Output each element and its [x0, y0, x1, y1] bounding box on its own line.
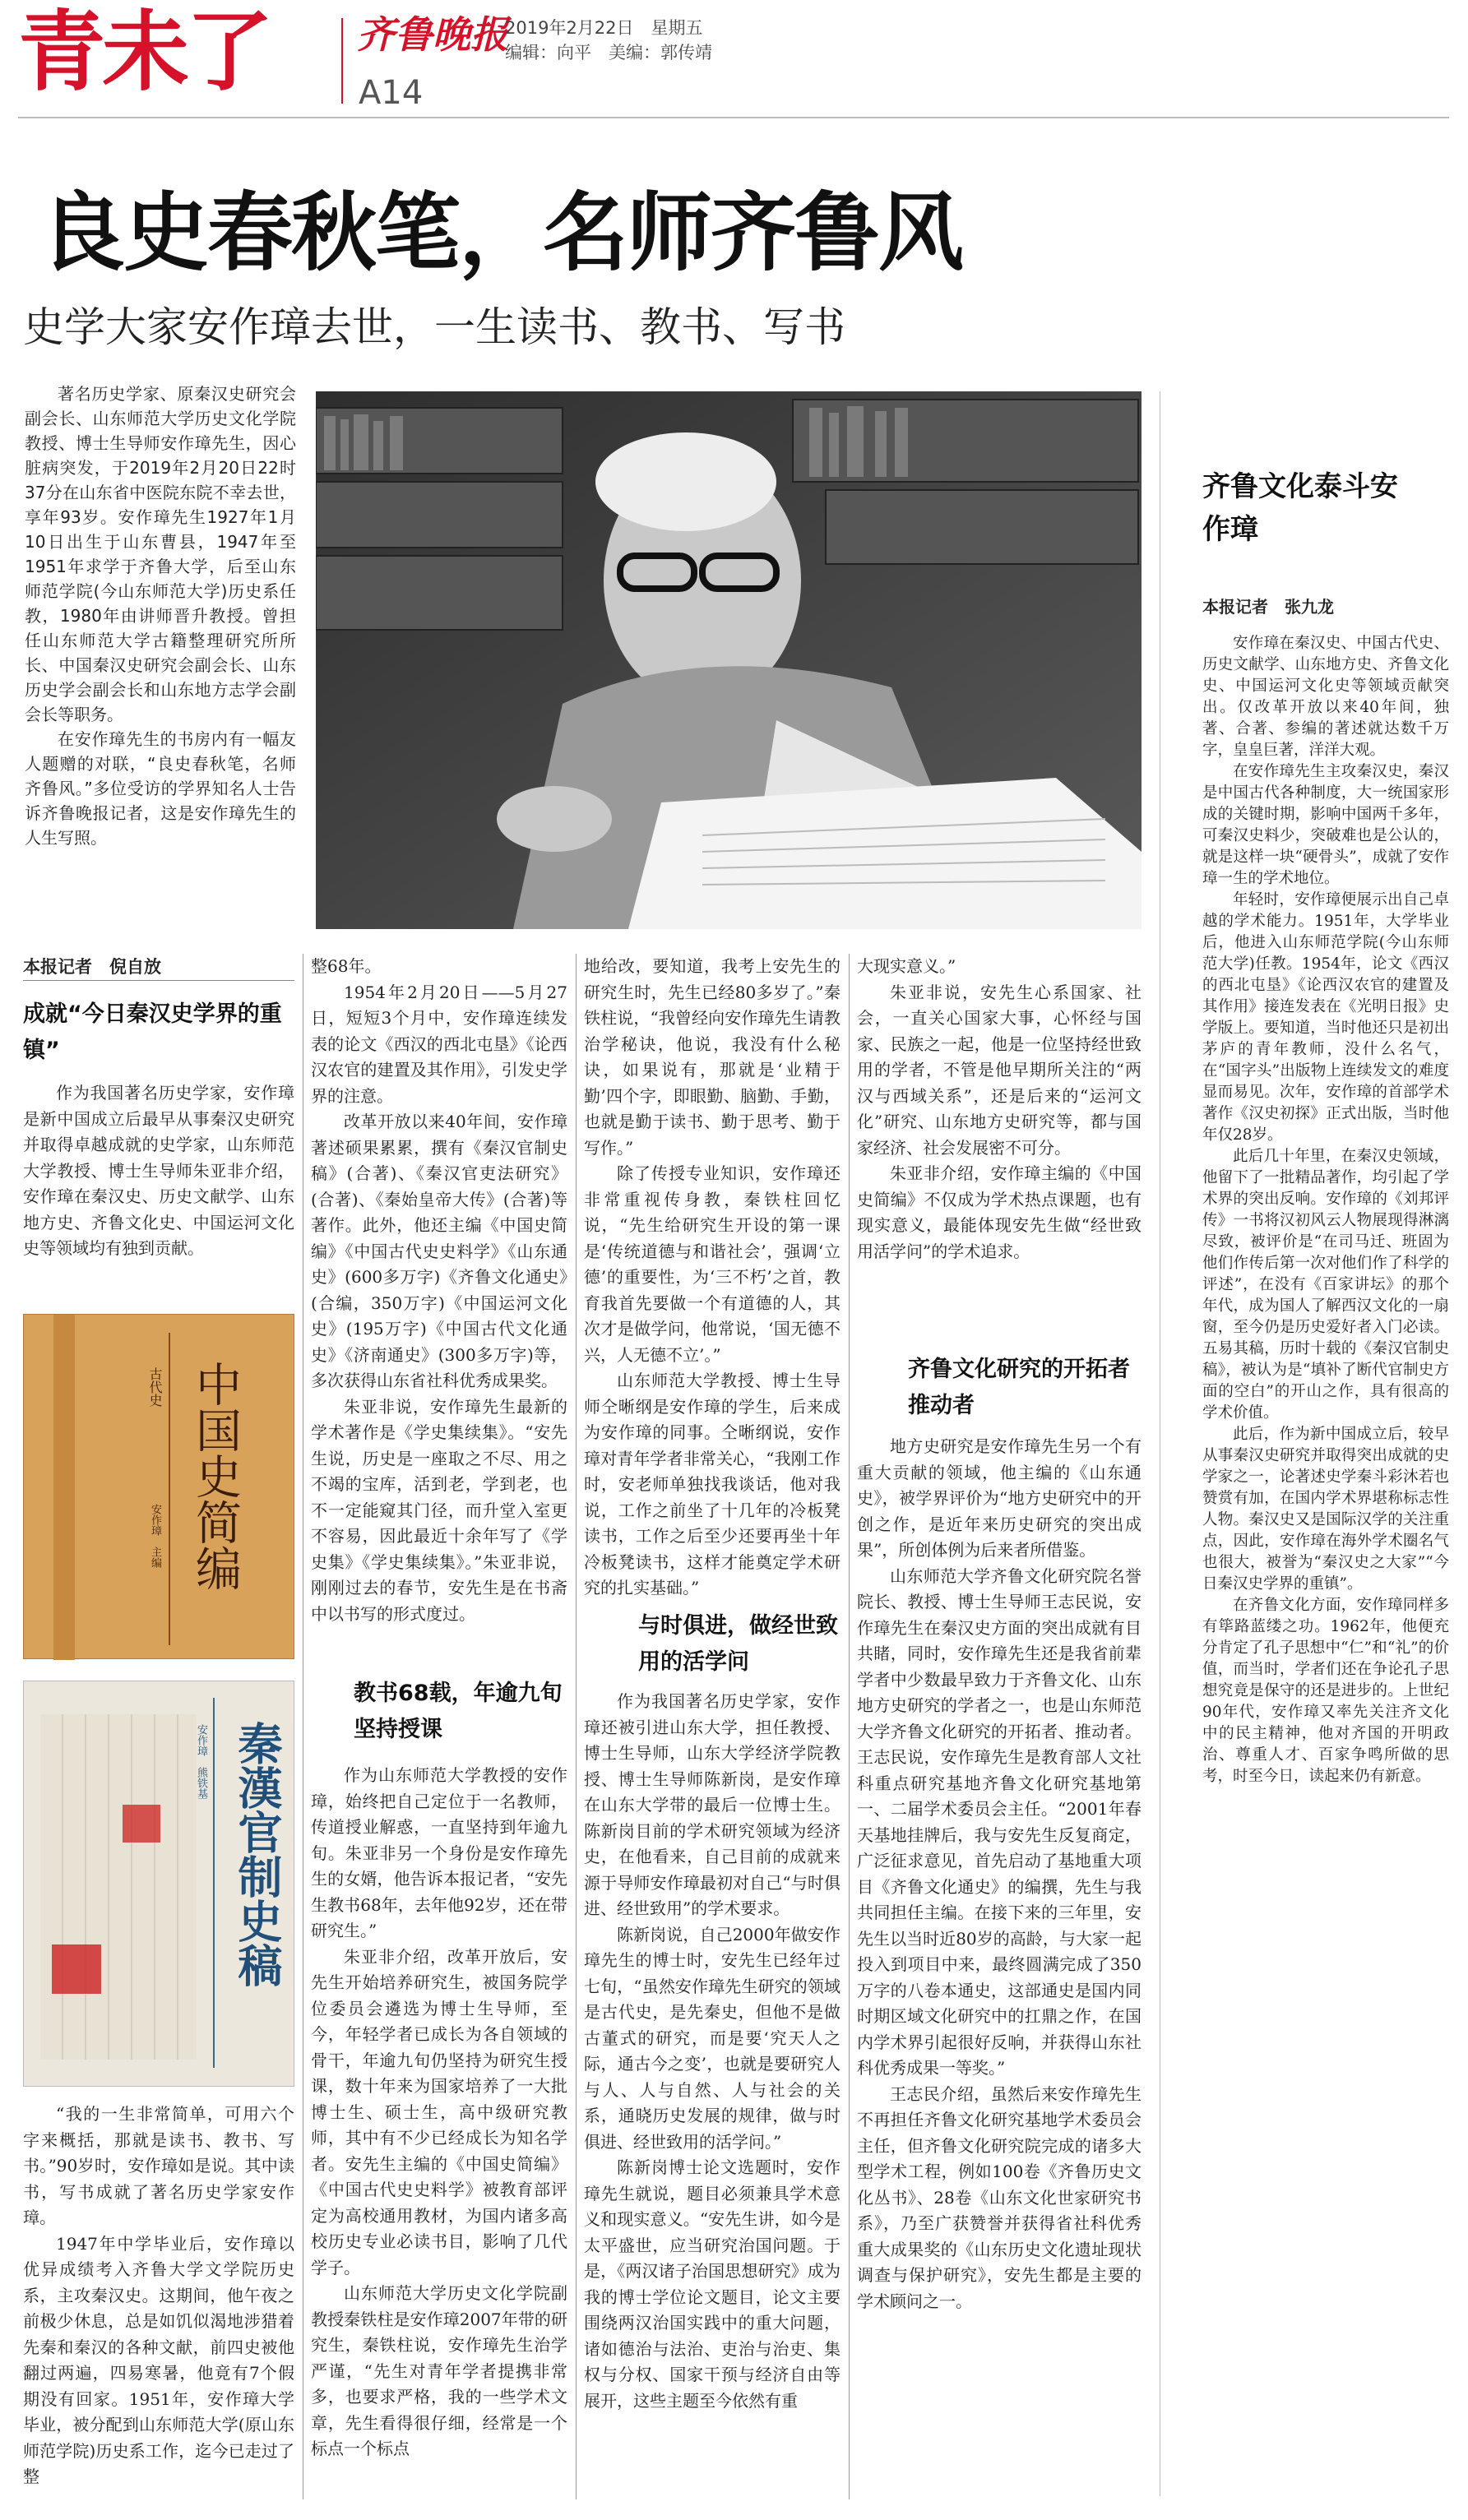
- sidebar-p4: 此后几十年里，在秦汉史领域，他留下了一批精品著作，均引起了学术界的突出反响。安作璋的《刘邦评传》一书将汉初风云人物展现得淋漓尽致，被评价是“在司马迁、班固为他们作传后第一次对他们作了科学的评述”，在没有《百家讲坛》的那个年代，成为国人了解西汉文化的一扇窗，至今仍是历史爱好者入门必读。五易其稿，历时十载的《秦汉官制史稿》，被认为是“填补了断代官制史方面的空白”的开山之作，具有很高的学术价值。: [1202, 1148, 1449, 1422]
- col4-p2: 朱亚非说，安先生心系国家、社会，一直关心国家大事，心怀经与国家、民族之一起，他是一位坚持经世致用的学者，不管是他早期所关注的“两汉与西域关系”，还是后来的“运河文化”研究、山东地方史研究等，都与国家经济、社会发展密不可分。: [857, 982, 1142, 1158]
- photo-illustration: [316, 391, 1142, 929]
- col2-p6: 朱亚非介绍，改革开放后，安先生开始培养研究生，被国务院学位委员会遴选为博士生导师，至今，年轻学者已成长为各自领域的骨干，年逾九旬仍坚持为研究生授课，数十年来为国家培养了一大批博士生、硕士生，高中级研究教师，其中有不少已经成长为知名学者。安先生主编的《中国史简编》《中国古代史史料学》被教育部评定为高校通用教材，为国内诸多高校历史专业必读书目，影响了几代学子。: [311, 1946, 567, 2277]
- col2-p3: 改革开放以来40年间，安作璋著述硕果累累，撰有《秦汉官制史稿》(合著)、《秦汉官吏法研究》(合著)、《秦始皇帝大传》(合著)等著作。此外，他还主编《中国史简编》《中国古代史史料学》《山东通史》(600多万字)《齐鲁文化通史》(合编，350万字)《中国运河文化史》(195万字)《中国古代文化通史》《济南通史》(300多万字)等，多次获得山东省社科优秀成果奖。: [311, 1112, 567, 1390]
- col1-p1: 作为我国著名历史学家，安作璋是新中国成立后最早从事秦汉史研究并取得卓越成就的史学家，山东师范大学教授、博士生导师朱亚非介绍，安作璋在秦汉史、历史文献学、山东地方史、齐鲁文化史、中国运河文化史等领域均有独到贡献。: [23, 1083, 294, 1258]
- book-cover-2: [23, 1681, 294, 2087]
- col4-p3: 朱亚非介绍，安作璋主编的《中国史简编》不仅成为学术热点课题，也有现实意义，最能体现安先生做“经世致用活学问”的学术追求。: [857, 1163, 1142, 1261]
- subheadline: 史学大家安作璋去世，一生读书、教书、写书: [23, 303, 845, 351]
- col1-top: [23, 1080, 294, 1262]
- byline-rule: [23, 980, 294, 981]
- col1-p2: “我的一生非常简单，可用六个字来概括，那就是读书、教书、写书。”90岁时，安作璋如是说。其中读书，写书成就了著名历史学家安作璋。: [23, 2104, 294, 2227]
- masthead-divider: [341, 18, 343, 104]
- issue-date: 2019年2月22日 星期五: [505, 18, 703, 38]
- col3-bottom: [584, 1689, 841, 2414]
- col-divider-3: [849, 954, 850, 2499]
- sidebar-p5: 此后，作为新中国成立后，较早从事秦汉史研究并取得突出成就的史学家之一，论著述史学秦斗彩沐若也赞赏有加，在国内学术界堪称标志性人物。秦汉史又是国际汉学的关注重点，因此，安作璋在海外学术圈名气也很大，被誉为“秦汉史之大家”“今日秦汉史学界的重镇”。: [1202, 1426, 1449, 1593]
- section-title-2: 教书68载，年逾九旬坚持授课: [354, 1681, 563, 1742]
- sidebar-p6: 在齐鲁文化方面，安作璋同样多有筚路蓝缕之功。1962年，他便充分肯定了孔子思想中“仁”和“礼”的价值，而当时，学者们还在争论孔子思想究竟是保守的还是进步的。上世纪90年代，安作璋又率先关注齐文化中的民主精神，他对齐国的开明政治、尊重人才、百家争鸣所做的思考，时至今日，读起来仍有新意。: [1202, 1597, 1449, 1785]
- col1-bottom: [23, 2102, 294, 2490]
- book-1-title: 中国史简编: [188, 1361, 242, 1591]
- col3-top: [584, 954, 841, 1602]
- col2-p4: 朱亚非说，安作璋先生最新的学术著作是《学史集续集》。“安先生说，历史是一座取之不尽、用之不竭的宝库，活到老，学到老，也不一定能窥其门径，而升堂入室更不容易，因此最近十余年写了《学史集》《学史集续集》。”朱亚非说，刚刚过去的春节，安先生是在书斋中以书写的形式度过。: [311, 1396, 567, 1624]
- col2-p7: 山东师范大学历史文化学院副教授秦铁柱是安作璋2007年带的研究生，秦铁柱说，安作璋先生治学严谨，“先生对青年学者提携非常多，也要求严格，我的一些学术文章，先生看得很仔细，经常是一个标点一个标点: [311, 2283, 567, 2458]
- section-title-3: 与时俱进，做经世致用的活学问: [638, 1613, 838, 1675]
- col3-p6: 陈新岗博士论文选题时，安作璋先生就说，题目必须兼具学术意义和现实意义。“安先生讲，如今是太平盛世，应当研究治国问题。于是，《两汉诸子治国思想研究》成为我的博士学位论文题目，论文主要围绕两汉治国实践中的重大问题，诸如德治与法治、吏治与治吏、集权与分权、国家干预与经济自由等展开，这些主题至今依然有重: [584, 2157, 841, 2411]
- col3-p2: 除了传授专业知识，安作璋还非常重视传身教，秦铁柱回忆说，“先生给研究生开设的第一课是‘传统道德与和谐社会’，强调‘立德’的重要性，为‘三不朽’之首，教育我首先要做一个有道德的人，其次才是做学问，他常说，‘国无德不兴，人无德不立’。”: [584, 1163, 841, 1365]
- masthead-rule: [18, 117, 1449, 118]
- col4-p4: 地方史研究是安作璋先生另一个有重大贡献的领域，他主编的《山东通史》，被学界评价为“地方史研究中的开创之作，是近年来历史研究的突出成果”，所创体例为后来者所借鉴。: [857, 1436, 1142, 1560]
- lead-paragraph: [25, 381, 296, 850]
- page-number: A14: [359, 74, 424, 112]
- book-2-title: 秦漢官制史稿: [231, 1721, 283, 1987]
- col3-p1: 地给改，要知道，我考上安先生的研究生时，先生已经80多岁了。”秦铁柱说，“我曾经向安作璋先生请教治学秘诀，他说，我没有什么秘诀，如果说有，那就是‘业精于勤’四个字，即眼勤、脑勤、手勤，也就是勤于读书、勤于思考、勤于写作。”: [584, 956, 841, 1158]
- col2-p1: 整68年。: [311, 956, 382, 976]
- sidebar-title: 齐鲁文化泰斗安作璋: [1202, 470, 1398, 546]
- col2-top: [311, 954, 567, 1627]
- sidebar-p1: 安作璋在秦汉史、中国古代史、历史文献学、山东地方史、齐鲁文化史、中国运河文化史等领域贡献突出。仅改革开放以来40年间，独著、合著、参编的著述就达数千万字，皇皇巨著，洋洋大观。: [1202, 635, 1449, 759]
- section-title-4: 齐鲁文化研究的开拓者推动者: [908, 1357, 1130, 1418]
- main-photo: [316, 391, 1142, 929]
- headline: 良史春秋笔，名师齐鲁风: [39, 183, 963, 283]
- lead-p1: 著名历史学家、原秦汉史研究会副会长、山东师范大学历史文化学院教授、博士生导师安作璋先生，因心脏病突发，于2019年2月20日22时37分在山东省中医院东院不幸去世，享年93岁。安作璋先生1927年1月10日出生于山东曹县，1947年至1951年求学于齐鲁大学，后至山东师范学院(今山东师范大学)历史系任教，1980年由讲师晋升教授。曾担任山东师范大学古籍整理研究所所长、中国秦汉史研究会副会长、山东历史学会副会长和山东地方志学会副会长等职务。: [25, 384, 296, 724]
- sidebar-body: [1202, 633, 1449, 1787]
- col4-p6: 王志民介绍，虽然后来安作璋先生不再担任齐鲁文化研究基地学术委员会主任，但齐鲁文化研究院完成的诸多大型学术工程，例如100卷《齐鲁历史文化丛书》、28卷《山东文化世家研究书系》，乃至广获赞誉并获得省社科优秀重大成果奖的《山东历史文化遗址现状调查与保护研究》，安先生都是主要的学术顾问之一。: [857, 2083, 1142, 2311]
- book-2-author: 安作璋 熊铁基: [195, 1724, 207, 1799]
- book-1-author: 安作璋 主编: [149, 1504, 161, 1568]
- col4-p1: 大现实意义。”: [857, 956, 956, 976]
- col4-bottom: [857, 1434, 1142, 2314]
- main-byline: 本报记者 倪自放: [23, 957, 161, 977]
- col4-top: [857, 954, 1142, 1265]
- col-divider-2: [576, 954, 577, 2499]
- book-cover-1: [23, 1314, 294, 1659]
- col2-p2: 1954年2月20日——5月27日，短短3个月中，安作璋连续发表的论文《西汉的西北屯垦》《论西汉农官的建置及其作用》，引发史学界的注意。: [311, 982, 567, 1106]
- sidebar-p3: 年轻时，安作璋便展示出自己卓越的学术能力。1951年，大学毕业后，他进入山东师范学院(今山东师范大学)任教。1954年，论文《西汉的西北屯垦》《论西汉农官的建置及其作用》接连发表在《光明日报》史学版上。要知道，当时他还只是初出茅庐的青年教师，没什么名气，在“国字头”出版物上连续发文的难度显而易见。次年，安作璋的首部学术著作《汉史初探》正式出版，当时他年仅28岁。: [1202, 891, 1449, 1144]
- editors: 编辑：向平 美编：郭传靖: [505, 43, 712, 62]
- col3-p3: 山东师范大学教授、博士生导师仝晰纲是安作璋的学生，后来成为安作璋的同事。仝晰纲说，安作璋对青年学者非常关心，“我刚工作时，安老师单独找我谈话，他对我说，工作之前坐了十几年的冷板凳读书，工作之后至少还要再坐十年冷板凳读书，这样才能奠定学术研究的扎实基础。”: [584, 1371, 841, 1598]
- sidebar-p2: 在安作璋先生主攻秦汉史，秦汉是中国古代各种制度，大一统国家形成的关键时期，影响中国两千多年，可秦汉史料少，突破难也是公认的，就是这样一块“硬骨头”，成就了安作璋一生的学术地位。: [1202, 763, 1449, 887]
- lead-p2: 在安作璋先生的书房内有一幅友人题赠的对联，“良史春秋笔，名师齐鲁风。”多位受访的学界知名人士告诉齐鲁晚报记者，这是安作璋先生的人生写照。: [25, 729, 296, 848]
- newspaper-name: 齐鲁晚报: [357, 12, 508, 57]
- sidebar-byline: 本报记者 张九龙: [1202, 597, 1334, 617]
- col3-p4: 作为我国著名历史学家，安作璋还被引进山东大学，担任教授、博士生导师，山东大学经济学院教授、博士生导师陈新岗，是安作璋在山东大学带的最后一位博士生。陈新岗目前的学术研究领域为经济史，在他看来，自己目前的成就来源于导师安作璋最初对自己“与时俱进、经世致用”的学术要求。: [584, 1691, 841, 1918]
- section-title-1: 成就“今日秦汉史学界的重镇”: [23, 1001, 282, 1063]
- col1-p3: 1947年中学毕业后，安作璋以优异成绩考入齐鲁大学文学院历史系，主攻秦汉史。这期间，他午夜之前极少休息，总是如饥似渴地涉猎着先秦和秦汉的各种文献，前四史被他翻过两遍，四易寒暑，他竟有7个假期没有回家。1951年，安作璋大学毕业，被分配到山东师范大学(原山东师范学院)历史系工作，迄今已走过了整: [23, 2233, 294, 2486]
- col4-p5: 山东师范大学齐鲁文化研究院名誉院长、教授、博士生导师王志民说，安作璋先生在秦汉史方面的突出成就有目共睹，同时，安作璋先生还是我省前辈学者中少数最早致力于齐鲁文化、山东地方史研究的学者之一，也是山东师范大学齐鲁文化研究的开拓者、推动者。王志民说，安作璋先生是教育部人文社科重点研究基地齐鲁文化研究基地第一、二届学术委员会主任。“2001年春天基地挂牌后，我与安先生反复商定，广泛征求意见，首先启动了基地重大项目《齐鲁文化通史》的编撰，先生与我共同担任主编。在接下来的三年里，安先生以当时近80岁的高龄，与大家一起投入到项目中来，最终圆满完成了350万字的八卷本通史，这部通史是国内同时期区域文化研究中的扛鼎之作，在国内学术界引起很好反响，并获得山东社科优秀成果一等奖。”: [857, 1565, 1142, 2078]
- book-1-vol: 古代史: [147, 1367, 163, 1407]
- col3-p5: 陈新岗说，自己2000年做安作璋先生的博士时，安先生已经年过七旬，“虽然安作璋先生研究的领域是古代史，是先秦史，但他不是做古董式的研究，而是要‘究天人之际，通古今之变’，也就是要研究人与人、人与自然、人与社会的关系，通晓历史发展的规律，做与时俱进、经世致用的活学问。”: [584, 1924, 841, 2152]
- section-title: 青未了: [18, 2, 270, 103]
- col2-p5: 作为山东师范大学教授的安作璋，始终把自己定位于一名教师，传道授业解惑，一直坚持到年逾九旬。朱亚非另一个身份是安作璋先生的女婿，他告诉本报记者，“安先生教书68年，去年他92岁，还在带研究生。”: [311, 1765, 567, 1940]
- col2-bottom: [311, 1763, 567, 2462]
